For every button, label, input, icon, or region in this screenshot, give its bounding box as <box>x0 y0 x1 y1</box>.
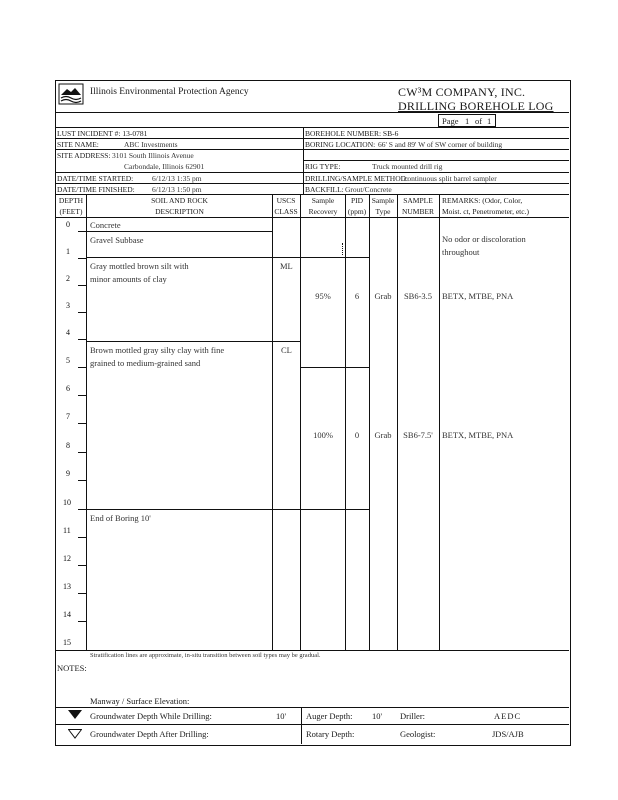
date-finished-label: DATE/TIME FINISHED: <box>57 185 135 194</box>
col-recovery-l1: Sample <box>311 196 335 205</box>
driller-label: Driller: <box>400 711 426 721</box>
col-soil-l2: DESCRIPTION <box>155 207 204 216</box>
sample2-type: Grab <box>374 430 392 440</box>
sample2-remarks: BETX, MTBE, PNA <box>442 430 514 440</box>
col-pid-l1: PID <box>350 196 364 205</box>
date-finished-value: 6/12/13 1:50 pm <box>152 185 202 194</box>
uscs-cl: CL <box>281 345 292 355</box>
remarks-odor-l2: throughout <box>442 247 480 257</box>
depth-11: 11 <box>63 526 71 535</box>
depth-15: 15 <box>63 638 71 647</box>
site-address-label: SITE ADDRESS: <box>57 151 111 160</box>
col-remarks-l1: REMARKS: (Odor, Color, <box>442 196 523 205</box>
agency-name: Illinois Environmental Protection Agency <box>90 87 249 97</box>
depth-3: 3 <box>66 301 70 310</box>
depth-7: 7 <box>66 412 70 421</box>
site-name-value: ABC Investments <box>124 140 178 149</box>
auger-depth-label: Auger Depth: <box>306 711 353 721</box>
uscs-ml: ML <box>280 261 293 271</box>
col-pid-l2: (ppm) <box>347 207 367 216</box>
depth-9: 9 <box>66 469 70 478</box>
col-number-l2: NUMBER <box>401 207 435 216</box>
depth-6: 6 <box>66 384 70 393</box>
geologist-label: Geologist: <box>400 729 436 739</box>
backfill-value: Grout/Concrete <box>345 185 392 194</box>
col-uscs-l2: CLASS <box>274 207 298 216</box>
col-type-l1: Sample <box>371 196 395 205</box>
date-started-label: DATE/TIME STARTED: <box>57 174 134 183</box>
gw-after-label: Groundwater Depth After Drilling: <box>90 729 209 739</box>
desc-gravel: Gravel Subbase <box>90 235 144 245</box>
depth-14: 14 <box>63 610 71 619</box>
gw-while-value: 10' <box>276 711 287 721</box>
notes-label: NOTES: <box>57 663 87 673</box>
desc-silt-l2: minor amounts of clay <box>90 274 167 284</box>
col-number-l1: SAMPLE <box>403 196 433 205</box>
col-uscs-l1: USCS <box>276 196 296 205</box>
col-soil-l1: SOIL AND ROCK <box>151 196 208 205</box>
gw-while-label: Groundwater Depth While Drilling: <box>90 711 212 721</box>
col-depth-l2: (FEET) <box>59 207 83 216</box>
lust-incident: LUST INCIDENT #: 13-0781 <box>57 129 148 138</box>
date-started-value: 6/12/13 1:35 pm <box>152 174 202 183</box>
depth-5: 5 <box>66 356 70 365</box>
rig-type-value: Truck mounted drill rig <box>372 162 443 171</box>
sample1-type: Grab <box>374 291 392 301</box>
sample1-remarks: BETX, MTBE, PNA <box>442 291 514 301</box>
sample2-pid: 0 <box>354 430 360 440</box>
sample2-number: SB6-7.5' <box>403 430 433 440</box>
desc-clay-l2: grained to medium-grained sand <box>90 358 201 368</box>
groundwater-after-icon <box>68 726 82 736</box>
depth-1: 1 <box>66 247 70 256</box>
page-total: 1 <box>487 116 492 126</box>
col-type-l2: Type <box>375 207 391 216</box>
borehole-number: BOREHOLE NUMBER: SB-6 <box>305 129 399 138</box>
stratification-footnote: Stratification lines are approximate, in-situ transition between soil types may be gradual. <box>90 652 321 659</box>
depth-10: 10 <box>63 498 71 507</box>
depth-13: 13 <box>63 582 71 591</box>
geologist-value: JDS/AJB <box>492 729 524 739</box>
company-name: CW³M COMPANY, INC. <box>398 85 526 99</box>
depth-4: 4 <box>66 328 70 337</box>
site-name-label: SITE NAME: <box>57 140 99 149</box>
page-number: 1 <box>465 116 470 126</box>
depth-2: 2 <box>66 274 70 283</box>
boring-location-value: 66' S and 89' W of SW corner of building <box>378 140 503 149</box>
depth-12: 12 <box>63 554 71 563</box>
sample1-recovery: 95% <box>315 291 331 301</box>
driller-value: AEDC <box>494 711 522 721</box>
remarks-odor-l1: No odor or discoloration <box>442 234 526 244</box>
groundwater-while-icon <box>68 707 82 717</box>
col-recovery-l2: Recovery <box>308 207 338 216</box>
rotary-depth-label: Rotary Depth: <box>306 729 355 739</box>
drilling-method-value: continuous split barrel sampler <box>404 174 497 183</box>
sample2-recovery: 100% <box>313 430 333 440</box>
manway-label: Manway / Surface Elevation: <box>90 696 190 706</box>
depth-8: 8 <box>66 441 70 450</box>
page-label: Page <box>442 116 459 126</box>
log-title: DRILLING BOREHOLE LOG <box>398 99 554 113</box>
col-remarks-l2: Moist. ct, Penetrometer, etc.) <box>442 207 529 216</box>
rig-type-label: RIG TYPE: <box>305 162 341 171</box>
desc-concrete: Concrete <box>90 220 121 230</box>
site-address-line1: 3101 South Illinois Avenue <box>112 151 194 160</box>
backfill-label: BACKFILL: <box>305 185 344 194</box>
epa-logo <box>58 83 84 105</box>
depth-0: 0 <box>66 220 70 229</box>
site-address-line2: Carbondale, Illinois 62901 <box>124 162 205 171</box>
desc-end-boring: End of Boring 10' <box>90 513 151 523</box>
epa-logo-icon <box>58 83 84 105</box>
col-depth-l1: DEPTH <box>58 196 84 205</box>
boring-location-label: BORING LOCATION: <box>305 140 376 149</box>
desc-clay-l1: Brown mottled gray silty clay with fine <box>90 345 225 355</box>
sample1-pid: 6 <box>354 291 360 301</box>
desc-silt-l1: Gray mottled brown silt with <box>90 261 189 271</box>
sample1-number: SB6-3.5 <box>403 291 433 301</box>
auger-depth-value: 10' <box>372 711 383 721</box>
page-of-label: of <box>475 116 483 126</box>
drilling-method-label: DRILLING/SAMPLE METHOD: <box>305 174 409 183</box>
